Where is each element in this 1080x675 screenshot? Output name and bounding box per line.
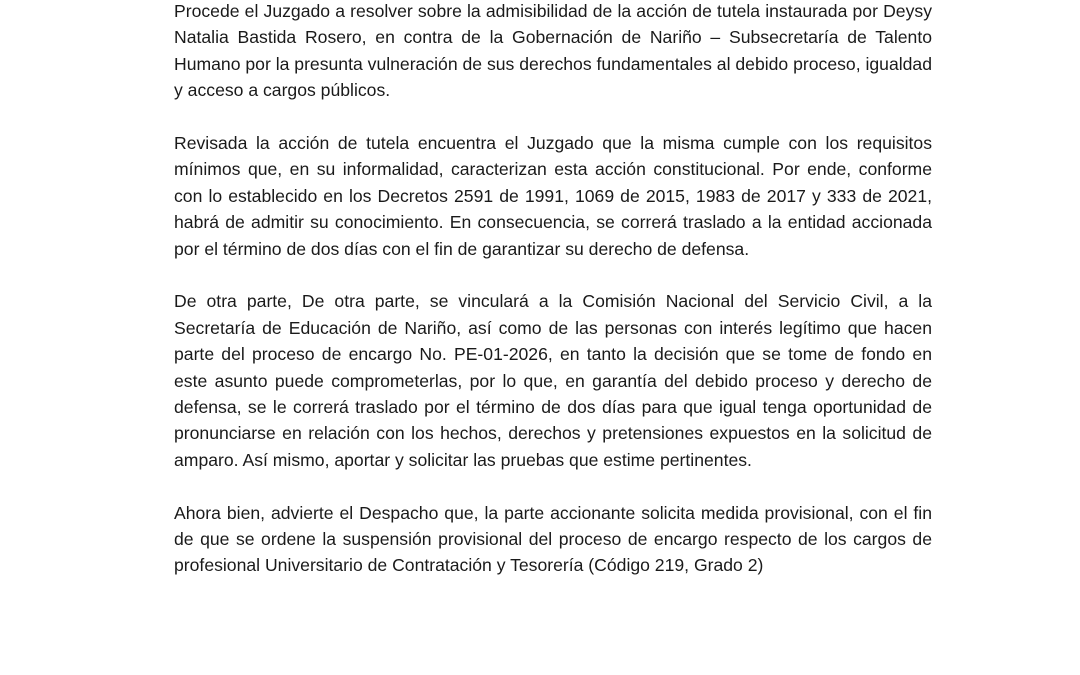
document-page bbox=[174, 0, 932, 605]
paragraph-vinculacion: De otra parte, De otra parte, se vinculará a la Comisión Nacional del Servicio Civil, a la Secretaría de Educación de Nariño, así como de las personas con interés legítimo que hacen parte del proceso de encargo No. PE-01-2026, en tanto la decisión que se tome de fondo en este asunto puede comprometerlas, por lo que, en garantía del debido proceso y derecho de defensa, se le correrá traslado por el término de dos días para que igual tenga oportunidad de pronunciarse en relación con los hechos, derechos y pretensiones expuestos en la solicitud de amparo. Así mismo, aportar y solicitar las pruebas que estime pertinentes. bbox=[174, 291, 932, 470]
paragraph-revision: Revisada la acción de tutela encuentra el Juzgado que la misma cumple con los requisitos mínimos que, en su informalidad, caracterizan esta acción constitucional. Por ende, conforme con lo establecido en los Decretos 2591 de 1991, 1069 de 2015, 1983 de 2017 y 333 de 2021, habrá de admitir su conocimiento. En consecuencia, se correrá traslado a la entidad accionada por el término de dos días con el fin de garantizar su derecho de defensa. bbox=[174, 133, 932, 259]
paragraph-medida-provisional: Ahora bien, advierte el Despacho que, la parte accionante solicita medida provisional, con el fin de que se ordene la suspensión provisional del proceso de encargo respecto de los cargos de profesional Universitario de Contratación y Tesorería (Código 219, Grado 2) bbox=[174, 502, 932, 576]
paragraph-admisibilidad: Procede el Juzgado a resolver sobre la admisibilidad de la acción de tutela instaurada por Deysy Natalia Bastida Rosero, en contra de la Gobernación de Nariño – Subsecretaría de Talento Humano por la presunta vulneración de sus derechos fundamentales al debido proceso, igualdad y acceso a cargos públicos. bbox=[174, 1, 933, 101]
